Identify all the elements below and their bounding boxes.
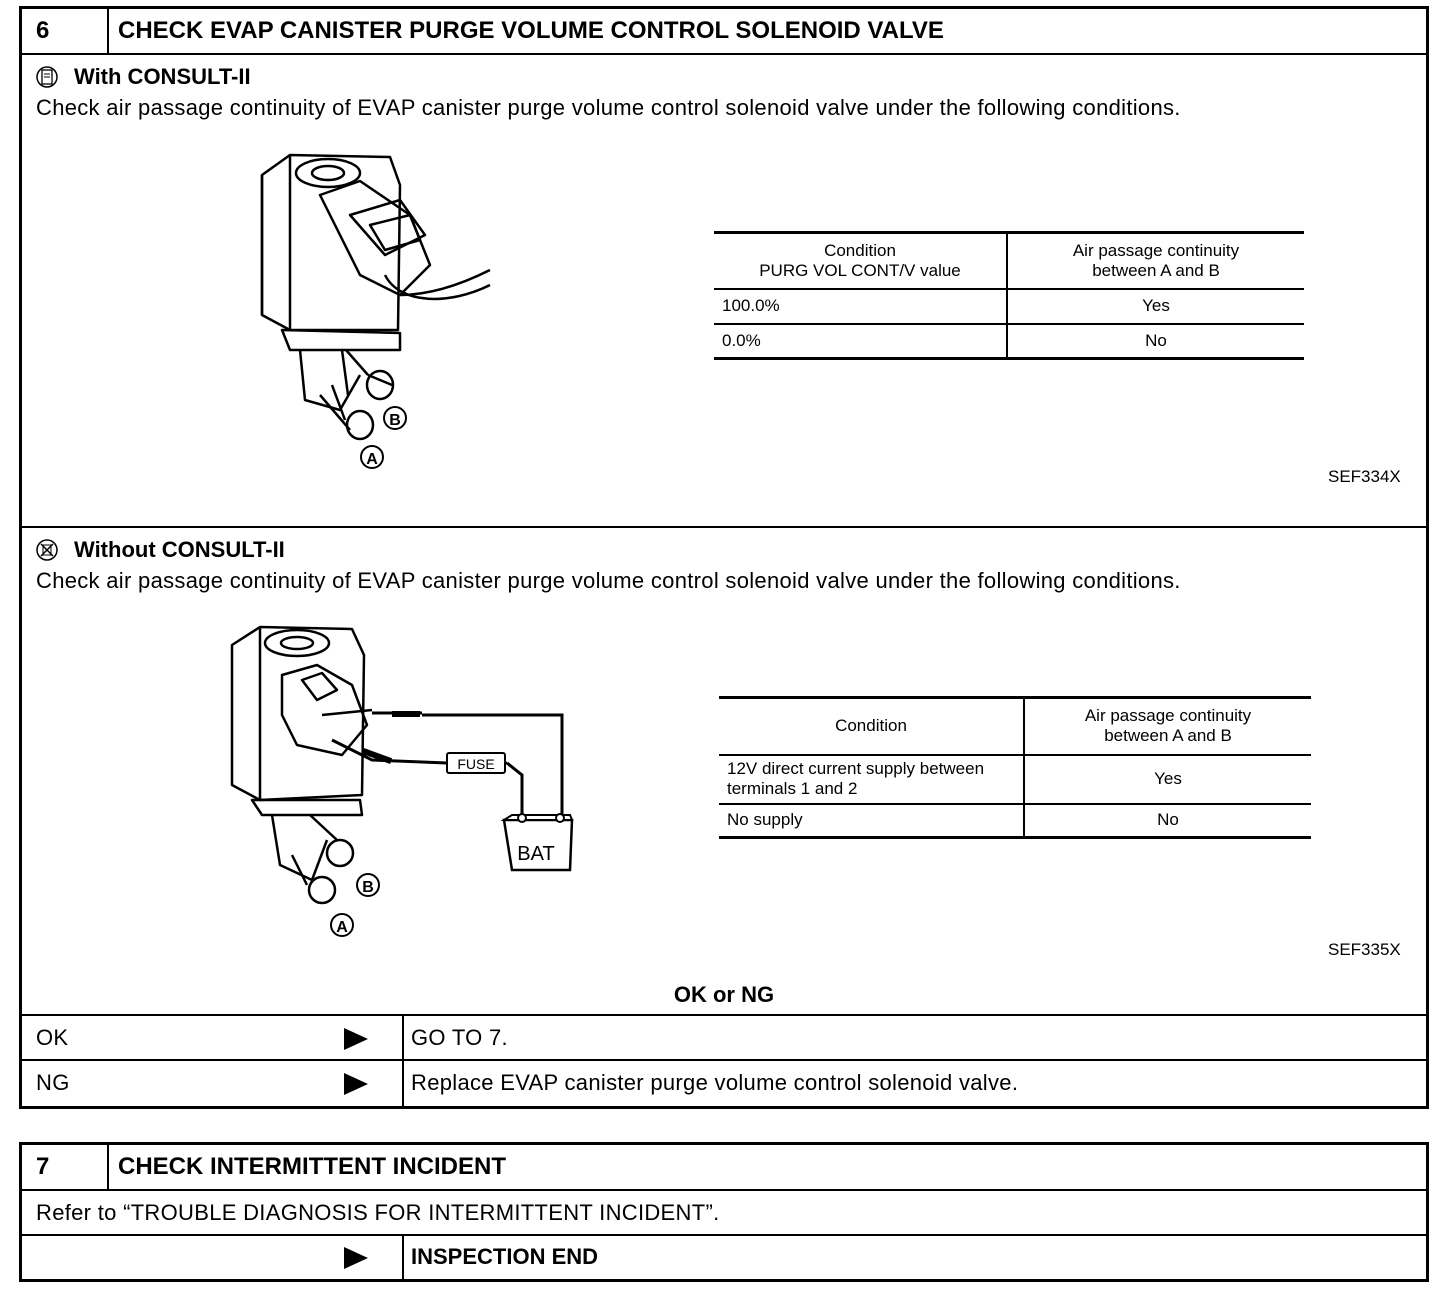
solenoid-valve-illustration-2 (222, 615, 582, 945)
result-ok-arrow-icon (344, 1028, 368, 1050)
step7-number-divider (107, 1144, 109, 1190)
figure-code-1: SEF334X (1328, 467, 1401, 486)
result-heading: OK or NG (673, 982, 775, 1007)
consult-condition-table (714, 231, 1304, 360)
step7-action: INSPECTION END (411, 1244, 599, 1269)
section-divider (21, 526, 1427, 528)
valve2-label-b: B (362, 879, 374, 896)
without-consult-heading: Without CONSULT-II (74, 537, 285, 562)
result-rule-1 (21, 1014, 1427, 1016)
solenoid-valve-illustration-1 (250, 145, 510, 485)
step7-title: CHECK INTERMITTENT INCIDENT (118, 1153, 506, 1180)
consult-table-header-condition: Condition PURG VOL CONT/V value (714, 233, 1007, 289)
step6-title-rule (21, 53, 1427, 55)
step6-number: 6 (36, 17, 50, 44)
result-rule-2 (21, 1059, 1427, 1061)
step7-arrow-icon (344, 1247, 368, 1269)
step7-action-divider (402, 1235, 404, 1280)
battery-table-header-condition: Condition (719, 698, 1024, 755)
fuse-label: FUSE (457, 756, 495, 772)
valve1-label-a: A (366, 451, 378, 468)
with-consult-text: Check air passage continuity of EVAP canister purge volume control solenoid valve under the following conditions. (36, 95, 1181, 120)
step6-title: CHECK EVAP CANISTER PURGE VOLUME CONTROL SOLENOID VALVE (118, 17, 944, 44)
step7-number: 7 (36, 1153, 50, 1180)
result-divider (402, 1015, 404, 1106)
step7-action-rule (21, 1234, 1427, 1236)
result-ng-action: Replace EVAP canister purge volume control solenoid valve. (411, 1070, 1019, 1095)
result-ng-status: NG (36, 1070, 70, 1095)
result-ng-arrow-icon (344, 1073, 368, 1095)
step7-title-rule (21, 1189, 1427, 1191)
no-consult-icon (36, 539, 58, 561)
battery-table-header-continuity: Air passage continuity between A and B (1024, 698, 1311, 755)
table-row: No supply No (719, 804, 1311, 838)
with-consult-heading: With CONSULT-II (74, 64, 251, 89)
battery-label: BAT (517, 843, 555, 865)
table-row: 12V direct current supply between terminals 1 and 2 Yes (719, 755, 1311, 804)
table-row: 100.0% Yes (714, 289, 1304, 324)
without-consult-text: Check air passage continuity of EVAP canister purge volume control solenoid valve under the following conditions. (36, 568, 1181, 593)
consult-icon (36, 66, 58, 88)
figure-code-2: SEF335X (1328, 940, 1401, 959)
step6-number-divider (107, 8, 109, 54)
result-ok-action: GO TO 7. (411, 1025, 508, 1050)
valve1-label-b: B (389, 412, 401, 429)
table-row: 0.0% No (714, 324, 1304, 359)
consult-table-header-continuity: Air passage continuity between A and B (1007, 233, 1304, 289)
battery-condition-table (719, 696, 1311, 839)
result-ok-status: OK (36, 1025, 69, 1050)
step7-text: Refer to “TROUBLE DIAGNOSIS FOR INTERMITTENT INCIDENT”. (36, 1200, 720, 1225)
valve2-label-a: A (336, 919, 348, 936)
